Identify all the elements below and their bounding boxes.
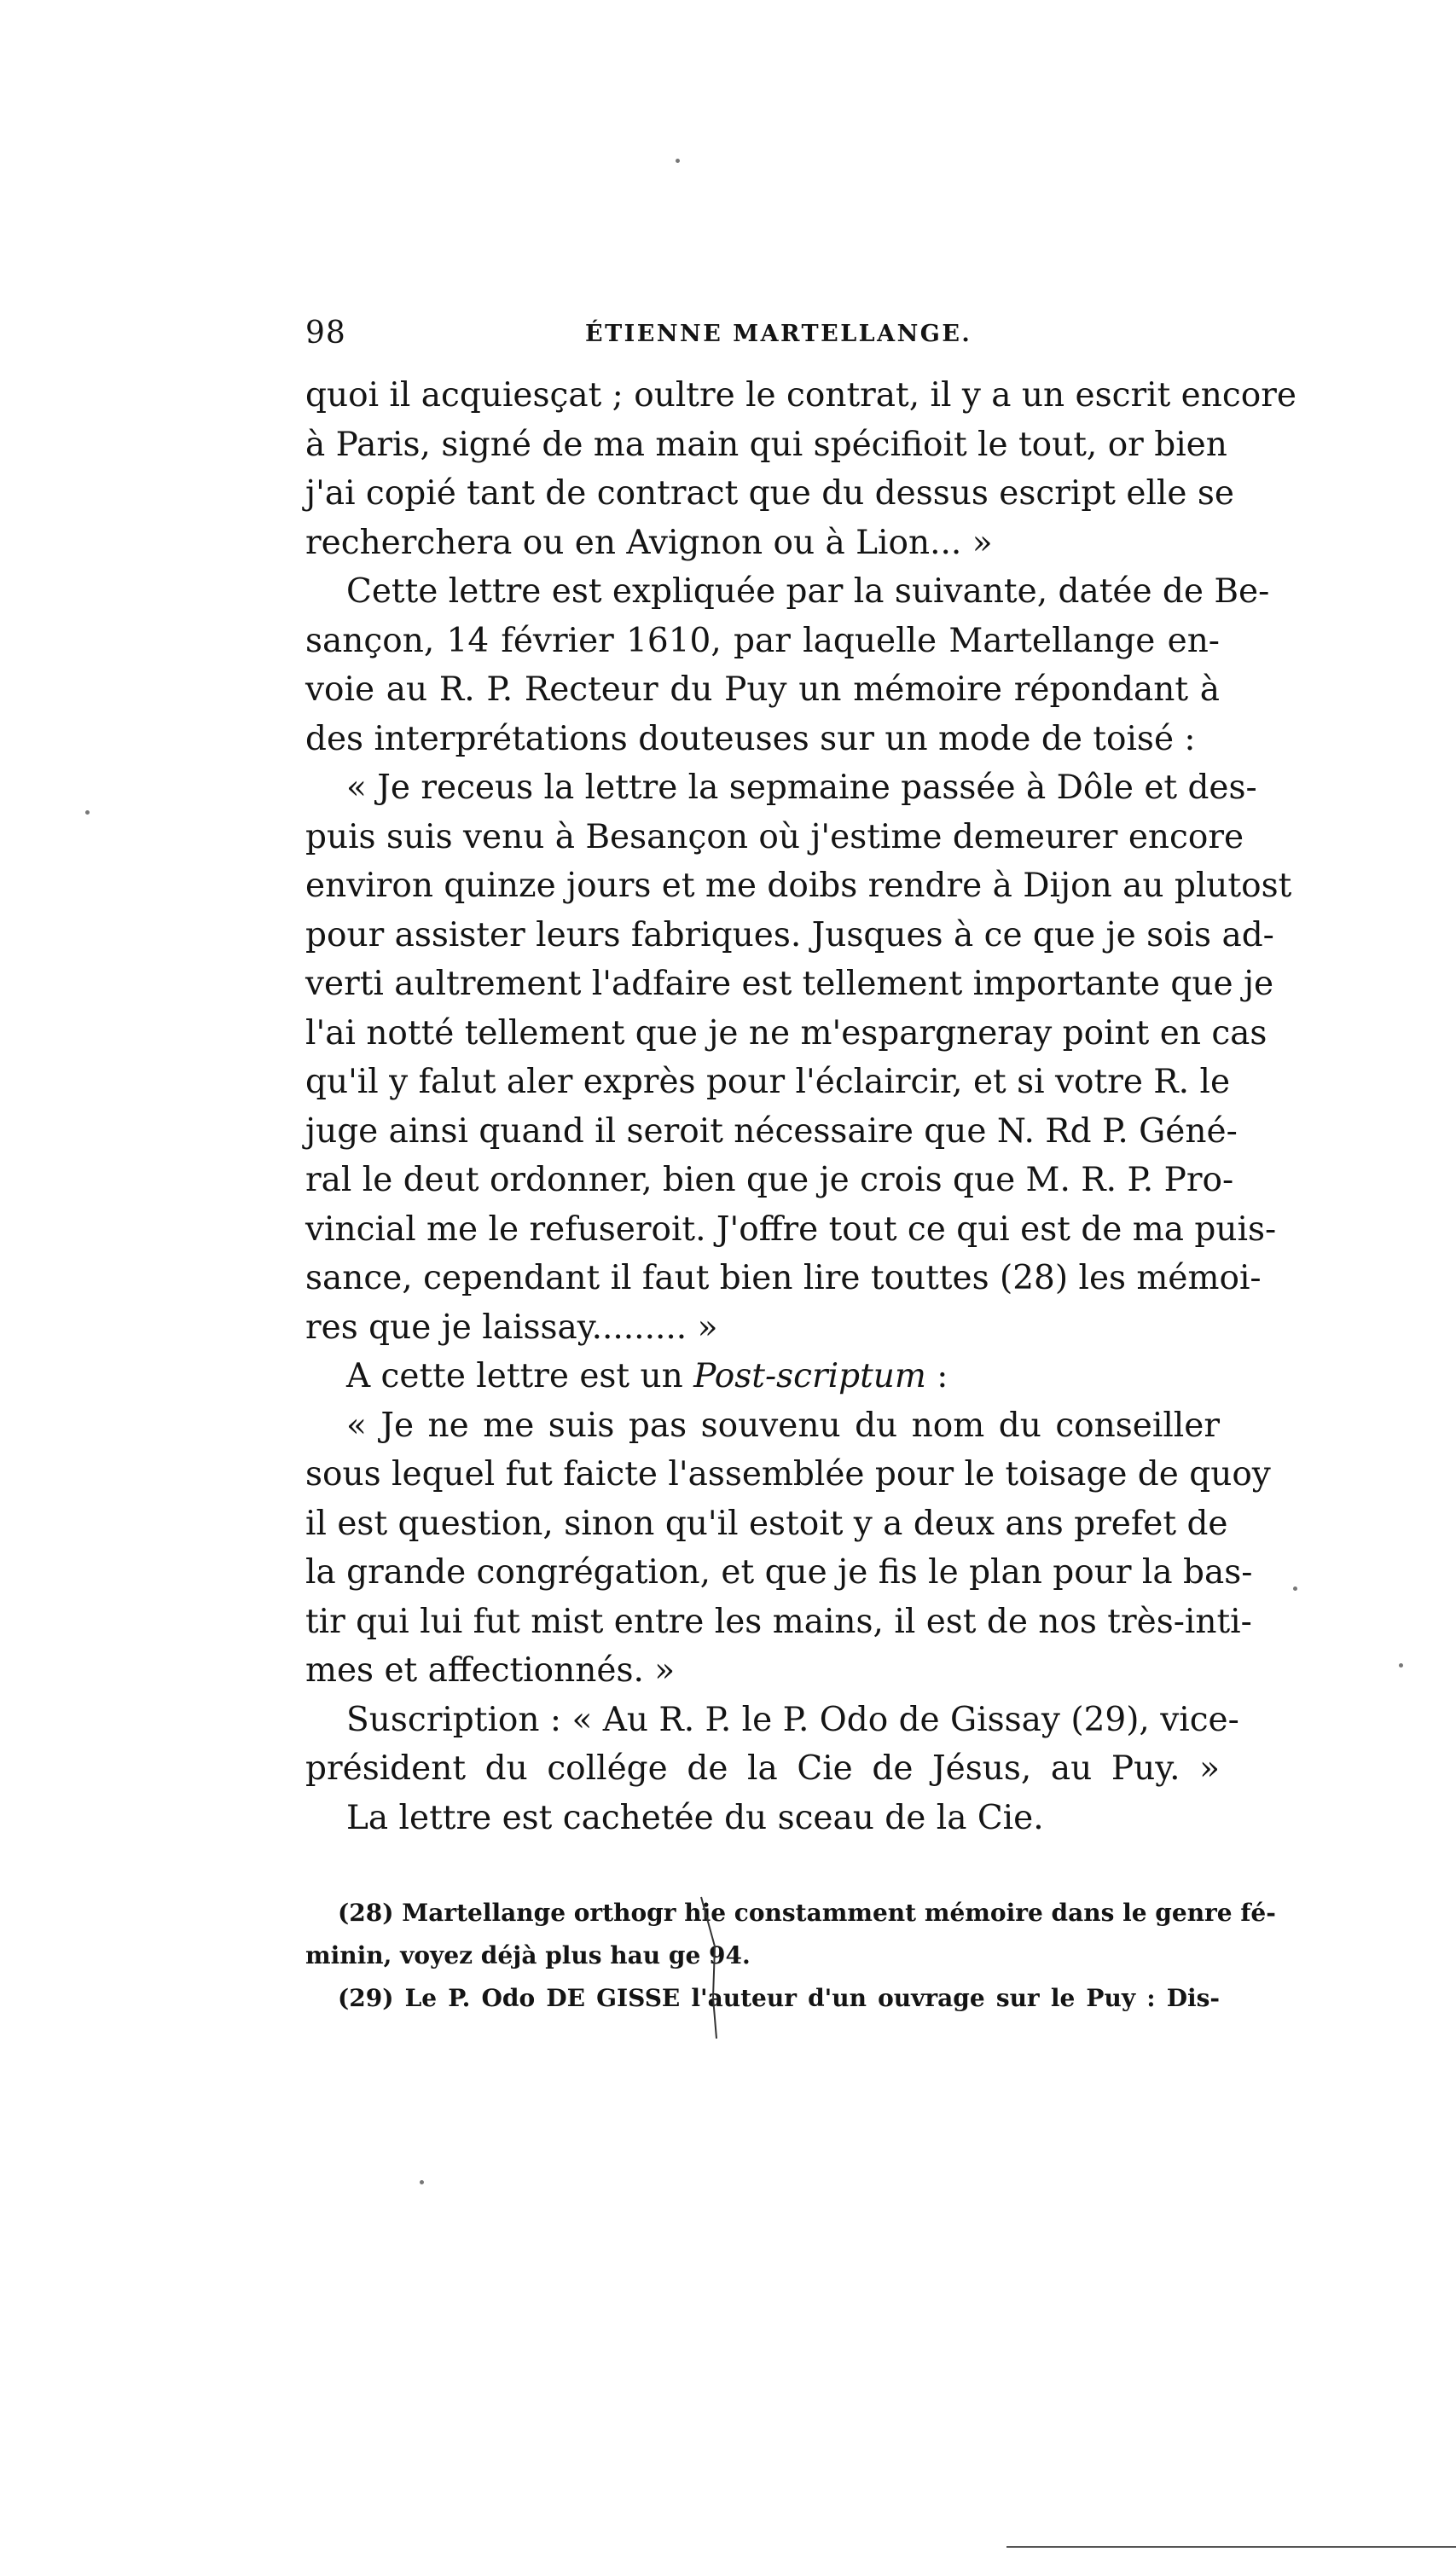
text-line: Suscription : « Au R. P. le P. Odo de Gissay (29), vice- [346,1700,1239,1739]
page-speck [1293,1586,1297,1591]
text-line: « Je receus la lettre la sepmaine passée à Dôle et des- [346,769,1257,807]
text-line: président du collége de la Cie de Jésus, au Puy. » [305,1749,1220,1788]
text-line: vincial me le refuseroit. J'offre tout ce qui est de ma puis- [305,1209,1277,1249]
text-line: La lettre est cachetée du sceau de la Cie. [346,1798,1044,1837]
text-line: ral le deut ordonner, bien que je crois que M. R. P. Pro- [305,1161,1234,1199]
text-line: juge ainsi quand il seroit nécessaire que N. Rd P. Géné- [305,1111,1238,1151]
text-line: la grande congrégation, et que je fis le plan pour la bas- [305,1553,1253,1592]
text-line: à Paris, signé de ma main qui spécifioit le tout, or bien [305,425,1227,464]
text-line: l'ai notté tellement que je ne m'espargneray point en cas [305,1013,1267,1053]
footnote-28-cont: minin, voyez déjà plus hau ge 94. [305,1941,751,1969]
page-fold-mark [699,1895,720,2040]
text-line: des interprétations douteuses sur un mode de toisé : [305,719,1196,758]
text-line: j'ai copié tant de contract que du dessus escript elle se [305,474,1234,513]
page-speck [676,159,680,163]
text-line-postscript [305,1352,1220,1401]
postscript-colon: : [937,1357,948,1395]
text-line: environ quinze jours et me doibs rendre à Dijon au plutost [305,867,1292,905]
text-line: Cette lettre est expliquée par la suivante, datée de Be- [346,572,1270,611]
page-speck [1399,1663,1403,1668]
text-line: voie au R. P. Recteur du Puy un mémoire répondant à [305,670,1220,709]
text-line: sançon, 14 février 1610, par laquelle Martellange en- [305,621,1220,660]
text-line: mes et affectionnés. » [305,1651,676,1690]
page-number: 98 [305,316,346,351]
bottom-rule [1006,2546,1456,2548]
text-line: puis suis venu à Besançon où j'estime demeurer encore [305,817,1244,856]
running-head: ÉTIENNE MARTELLANGE. [585,321,972,347]
footnotes [305,1892,1276,2020]
footnote-28: (28) Martellange orthogr hie constamment mémoire dans le genre fé- [338,1899,1276,1927]
footnote-29: (29) Le P. Odo DE GISSE l'auteur d'un ouvrage sur le Puy : Dis- [338,1984,1220,2012]
page-header [305,316,1220,358]
text-line: sance, cependant il faut bien lire touttes (28) les mémoi- [305,1259,1262,1297]
text-line: tir qui lui fut mist entre les mains, il est de nos très-inti- [305,1602,1252,1641]
text-line: pour assister leurs fabriques. Jusques à ce que je sois ad- [305,915,1274,954]
text-line: il est question, sinon qu'il estoit y a deux ans prefet de [305,1504,1228,1543]
text-line: recherchera ou en Avignon ou à Lion... » [305,523,993,562]
text-line: verti aultrement l'adfaire est tellement importante que je [305,965,1274,1003]
text-line: quoi il acquiesçat ; oultre le contrat, il y a un escrit encore [305,376,1296,415]
postscript-intro: A cette lettre est un [346,1357,683,1395]
page-speck [85,810,90,815]
text-line: « Je ne me suis pas souvenu du nom du conseiller [346,1406,1220,1445]
body-text [305,371,1296,1842]
text-line: qu'il y falut aler exprès pour l'éclaircir, et si votre R. le [305,1063,1231,1101]
page-speck [420,2180,424,2184]
postscript-word: Post-scriptum [693,1357,926,1395]
text-line: res que je laissay......... » [305,1308,718,1347]
text-line: sous lequel fut faicte l'assemblée pour le toisage de quoy [305,1455,1271,1494]
